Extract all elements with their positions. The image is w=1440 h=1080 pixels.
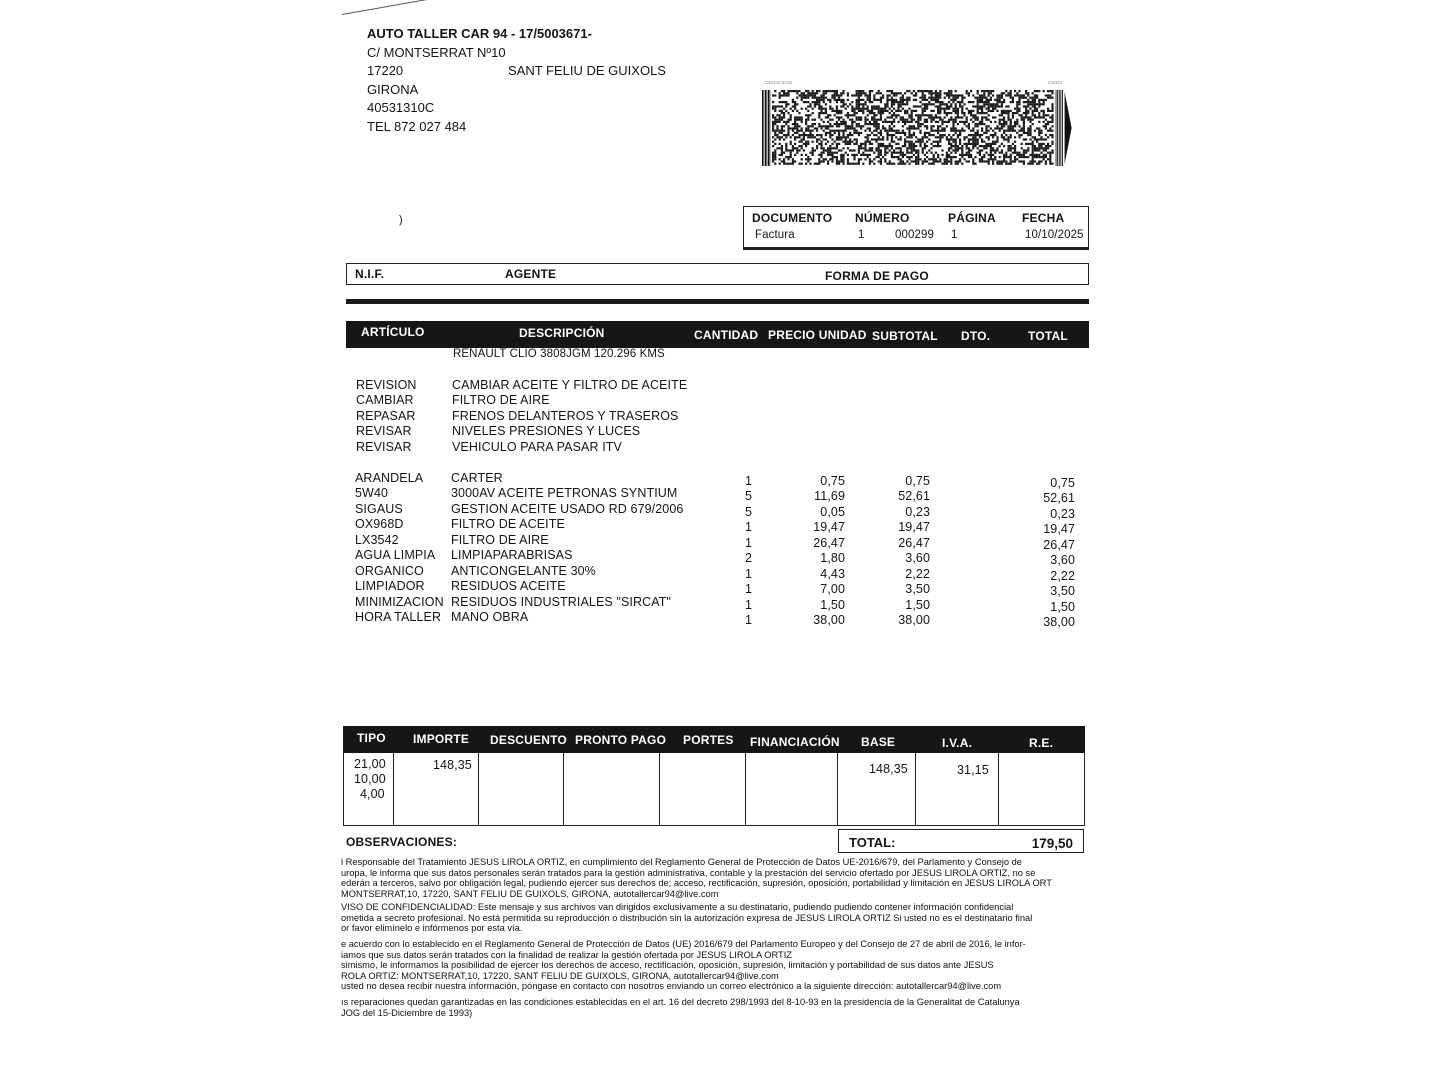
separator-rule	[346, 299, 1089, 304]
tax-divider	[659, 753, 660, 826]
doc-pagina: 1	[951, 229, 958, 241]
doc-box-underline	[743, 247, 1089, 250]
task-code: REPASAR	[356, 409, 416, 423]
item-qty: 1	[745, 582, 753, 596]
scan-mark	[342, 0, 431, 15]
item-qty: 5	[745, 489, 753, 503]
nif-label: N.I.F.	[355, 267, 385, 281]
item-subtotal: 52,61	[898, 489, 930, 503]
item-desc: RESIDUOS INDUSTRIALES "SIRCAT"	[451, 595, 672, 609]
item-code: LIMPIADOR	[355, 579, 425, 593]
doc-fecha: 10/10/2025	[1025, 229, 1084, 241]
item-price: 38,00	[813, 613, 845, 627]
tax-iva: 31,15	[957, 763, 989, 777]
legal-line: l Responsable del Tratamiento JESUS LIROLA ORTIZ, en cumplimiento del Reglamento General de Protección de Datos UE-2016/679, del Parlamento y Consejo de	[341, 857, 1022, 867]
tax-table-header	[343, 726, 1085, 753]
company-name: AUTO TALLER CAR 94 - 17/5003671-	[367, 26, 592, 41]
task-desc: VEHICULO PARA PASAR ITV	[452, 440, 622, 454]
tax-col-descuento: DESCUENTO	[490, 733, 567, 747]
legal-line: ROLA ORTIZ: MONTSERRAT,10, 17220, SANT FELIU DE GUIXOLS, GIRONA, autotallercar94@live.com	[341, 970, 779, 981]
item-qty: 2	[745, 551, 753, 565]
item-code: MINIMIZACION	[355, 595, 444, 609]
doc-serie: 1	[858, 229, 865, 241]
item-code: ARANDELA	[355, 471, 424, 485]
item-subtotal: 3,50	[905, 582, 930, 596]
item-price: 4,43	[820, 567, 845, 581]
company-nif: 40531310C	[367, 100, 435, 115]
company-postal-code: 17220	[367, 63, 404, 78]
item-code: OX968D	[355, 517, 404, 531]
company-street: C/ MONTSERRAT Nº10	[367, 44, 506, 60]
item-code: ORGANICO	[355, 564, 424, 578]
legal-line: ıs reparaciones quedan garantizadas en las condiciones establecidas en el art. 16 del decreto 298/1993 del 8-10-93 en la presidencia de la Generalitat de Catalunya	[341, 997, 1020, 1007]
item-subtotal: 26,47	[898, 536, 930, 550]
client-info-box	[346, 263, 1089, 285]
col-dto: DTO.	[961, 329, 991, 343]
tax-divider	[837, 753, 838, 826]
doc-header-fecha: FECHA	[1022, 211, 1065, 225]
legal-line: ometida a secreto profesional. No está permitida su reproducción o distribución sin la autorización expresa de JESUS LIROLA ORTIZ Si usted no es el destinatario final	[341, 912, 1033, 923]
tax-importe: 148,35	[433, 758, 472, 772]
item-qty: 5	[745, 505, 753, 519]
item-total: 52,61	[1043, 491, 1075, 505]
tax-col-iva: I.V.A.	[942, 736, 973, 750]
tax-col-financiacion: FINANCIACIÓN	[750, 735, 840, 749]
item-desc: 3000AV ACEITE PETRONAS SYNTIUM	[451, 486, 678, 500]
tax-divider	[478, 753, 479, 826]
tax-col-portes: PORTES	[683, 733, 734, 747]
legal-line: VISO DE CONFIDENCIALIDAD: Este mensaje y sus archivos van dirigidos exclusivamente a su destinatario, pudiendo pudiendo contener información confidencial	[341, 902, 1014, 912]
item-total: 38,00	[1043, 615, 1075, 629]
task-desc: FRENOS DELANTEROS Y TRASEROS	[452, 409, 679, 423]
item-price: 0,75	[820, 474, 845, 488]
item-subtotal: 1,50	[905, 598, 930, 612]
total-box	[838, 829, 1084, 853]
item-total: 26,47	[1043, 538, 1075, 552]
item-code: AGUA LIMPIA	[355, 548, 436, 562]
item-total: 0,75	[1050, 476, 1075, 490]
observaciones-label: OBSERVACIONES:	[346, 835, 458, 849]
legal-paragraph-confidentiality	[341, 902, 1087, 934]
tax-col-tipo: TIPO	[357, 731, 386, 745]
tax-col-re: R.E.	[1029, 736, 1054, 750]
legal-line: e acuerdo con lo establecido en el Reglamento General de Protección de Datos (UE) 2016/679 del Parlamento Europeo y del Consejo de 27 de abril de 2016, le infor-	[341, 939, 1026, 949]
item-subtotal: 0,23	[905, 505, 930, 519]
item-price: 7,00	[820, 582, 845, 596]
legal-line: ederán a terceros, salvo por obligación legal, pudiendo ejercer sus derechos de; acceso, rectificación, supresión, oposición, portabilidad y limitación en JESUS LIROLA ORT	[341, 878, 1052, 889]
item-price: 1,50	[820, 598, 845, 612]
item-total: 0,23	[1050, 507, 1075, 521]
legal-line: or favor elimínelo e infórmenos por esta vía.	[341, 923, 523, 934]
tax-rate: 4,00	[360, 787, 385, 801]
task-desc: CAMBIAR ACEITE Y FILTRO DE ACEITE	[452, 378, 688, 392]
item-desc: RESIDUOS ACEITE	[451, 579, 566, 593]
item-subtotal: 38,00	[898, 613, 930, 627]
tax-col-base: BASE	[861, 735, 896, 749]
legal-line: uropa, le informa que sus datos personales serán tratados para la gestión administrativa, contable y la prestación del servicio ofertado por JESUS LIROLA ORTIZ, no se	[341, 867, 1036, 878]
item-qty: 1	[745, 536, 753, 550]
item-price: 0,05	[820, 505, 845, 519]
tax-divider	[998, 753, 999, 826]
task-code: CAMBIAR	[356, 393, 414, 407]
item-code: HORA TALLER	[355, 610, 442, 624]
barcode-caption-right: ▭▭▭	[1048, 80, 1063, 86]
item-desc: FILTRO DE AIRE	[451, 533, 549, 547]
total-value: 179,50	[1031, 836, 1073, 851]
tax-col-importe: IMPORTE	[413, 732, 470, 746]
company-postal-line	[367, 63, 666, 82]
item-price: 19,47	[813, 520, 845, 534]
tax-divider	[745, 753, 746, 826]
task-code: REVISION	[356, 378, 417, 392]
legal-paragraph-warranty	[341, 997, 1087, 1018]
doc-header-numero: NÚMERO	[855, 211, 910, 225]
agente-label: AGENTE	[505, 267, 557, 281]
legal-paragraph-rgpd	[341, 939, 1087, 992]
item-total: 1,50	[1050, 600, 1075, 614]
total-label: TOTAL:	[849, 835, 896, 850]
item-desc: MANO OBRA	[451, 610, 529, 624]
doc-header-documento: DOCUMENTO	[752, 211, 833, 225]
tax-base: 148,35	[869, 762, 908, 776]
item-qty: 1	[745, 613, 753, 627]
legal-line: usted no desea recibir nuestra información, póngase en contacto con nosotros enviando un correo electrónico a la siguiente dirección: autotallercar94@live.com	[341, 981, 1002, 992]
item-qty: 1	[745, 520, 753, 534]
item-desc: GESTION ACEITE USADO RD 679/2006	[451, 502, 684, 516]
item-qty: 1	[745, 598, 753, 612]
barcode-image	[762, 88, 1078, 168]
item-desc: LIMPIAPARABRISAS	[451, 548, 573, 562]
col-precio-unidad: PRECIO UNIDAD	[768, 328, 867, 342]
doc-header-pagina: PÁGINA	[948, 211, 996, 225]
item-qty: 1	[745, 567, 753, 581]
tax-divider	[915, 753, 916, 826]
col-cantidad: CANTIDAD	[694, 328, 759, 342]
doc-numero: 000299	[895, 229, 934, 241]
item-price: 11,69	[814, 489, 845, 503]
col-subtotal: SUBTOTAL	[872, 329, 938, 343]
legal-line: iamos que sus datos serán tratados con la finalidad de realizar la gestión ofertada por JESUS LIROLA ORTIZ	[341, 949, 792, 960]
item-subtotal: 3,60	[905, 551, 930, 565]
task-desc: NIVELES PRESIONES Y LUCES	[452, 424, 641, 438]
company-info	[367, 26, 666, 137]
barcode-block	[762, 80, 1078, 168]
item-qty: 1	[745, 474, 753, 488]
item-price: 1,80	[820, 551, 845, 565]
item-code: SIGAUS	[355, 502, 403, 516]
legal-line: MONTSERRAT,10, 17220, SANT FELIU DE GUIXOLS, GIRONA, autotallercar94@live.com	[341, 888, 719, 899]
forma-pago-label: FORMA DE PAGO	[825, 269, 929, 283]
company-province: GIRONA	[367, 81, 419, 97]
item-desc: CARTER	[451, 471, 503, 485]
item-total: 19,47	[1043, 522, 1075, 536]
item-total: 2,22	[1050, 569, 1075, 583]
legal-line: JOG del 15-Diciembre de 1993)	[341, 1007, 473, 1018]
task-code: REVISAR	[356, 440, 412, 454]
barcode-caption-left: ▭▭▭▭▭▭	[764, 80, 793, 86]
item-desc: FILTRO DE ACEITE	[451, 517, 565, 531]
vehicle-line: RENAULT CLIO 3808JGM 120.296 KMS	[453, 348, 665, 360]
legal-line: simismo, le informamos la posibilidad de ejercer los derechos de acceso, rectificación, oposición, supresión, limitación y portabilidad de sus datos ante JESUS	[341, 960, 994, 971]
col-total: TOTAL	[1028, 329, 1068, 343]
item-code: 5W40	[355, 486, 389, 500]
tax-divider	[393, 753, 394, 826]
stray-mark: )	[399, 214, 403, 226]
tax-col-pronto-pago: PRONTO PAGO	[575, 733, 667, 747]
item-subtotal: 2,22	[905, 567, 930, 581]
col-articulo: ARTÍCULO	[361, 325, 425, 339]
tax-rate: 21,00	[354, 757, 386, 771]
company-phone: TEL 872 027 484	[367, 118, 467, 134]
col-descripcion: DESCRIPCIÓN	[519, 326, 605, 340]
document-info-box	[743, 206, 1089, 248]
doc-tipo: Factura	[755, 229, 795, 241]
tax-divider	[563, 753, 564, 826]
legal-paragraph-privacy	[341, 857, 1087, 899]
item-code: LX3542	[355, 533, 399, 547]
company-city: SANT FELIU DE GUIXOLS	[508, 63, 666, 78]
task-code: REVISAR	[356, 424, 412, 438]
items-table-header	[346, 321, 1089, 348]
tax-rate: 10,00	[354, 772, 386, 786]
item-subtotal: 19,47	[898, 520, 930, 534]
item-desc: ANTICONGELANTE 30%	[451, 564, 596, 578]
item-total: 3,50	[1050, 584, 1075, 598]
item-total: 3,60	[1050, 553, 1075, 567]
item-subtotal: 0,75	[905, 474, 930, 488]
item-price: 26,47	[813, 536, 845, 550]
task-desc: FILTRO DE AIRE	[452, 393, 550, 407]
